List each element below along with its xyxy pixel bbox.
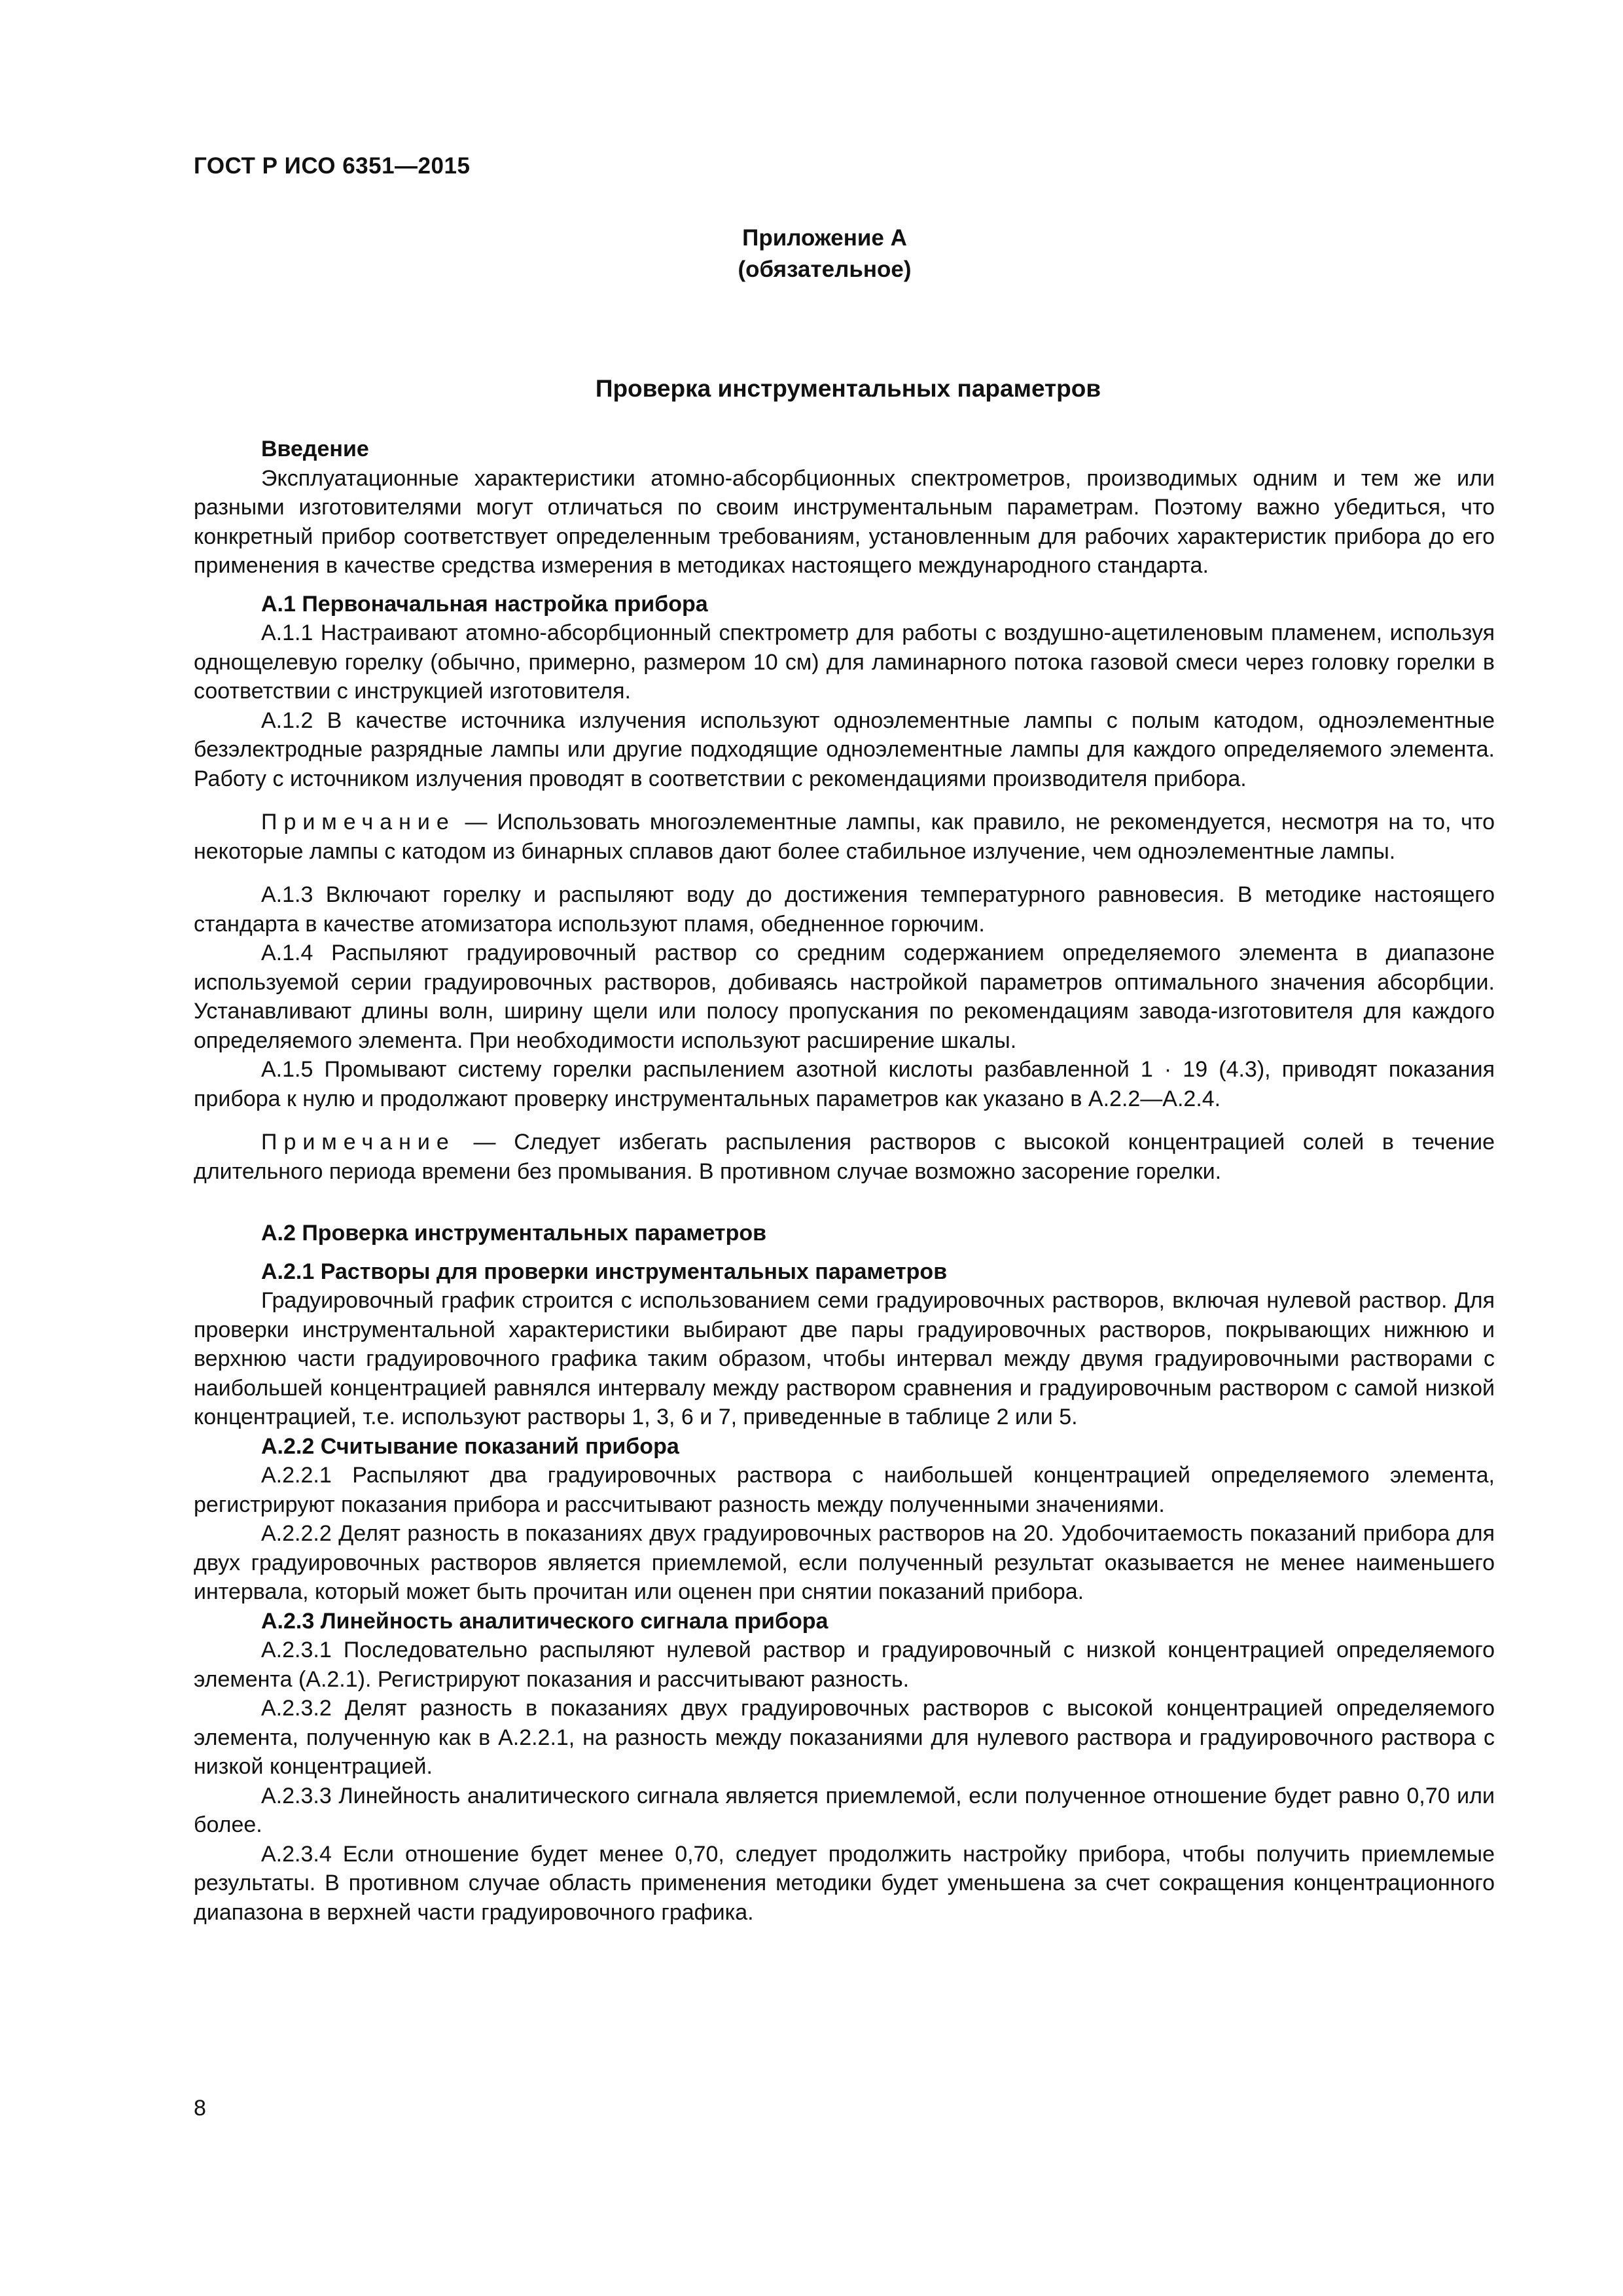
document-code: ГОСТ Р ИСО 6351—2015 <box>194 153 471 179</box>
section-a2-3-heading: А.2.3 Линейность аналитического сигнала прибора <box>261 1608 829 1634</box>
paragraph-a2-3-1: А.2.3.1 Последовательно распыляют нулевой раствор и градуировочный с низкой концентрацией определяемого элемента (А.2.1). Регистрируют показания и рассчитывают разность. <box>194 1638 1495 1692</box>
paragraph-a2-3-2: А.2.3.2 Делят разность в показаниях двух градуировочных растворов с высокой концентрацией определяемого элемента, полученную как в А.2.2.1, на разность между показаниями для нулевого раствора и градуировочного раствора с низкой концентрацией. <box>194 1696 1495 1779</box>
paragraph-a1-4: А.1.4 Распыляют градуировочный раствор со средним содержанием определяемого элемента в диапазоне используемой серии градуировочных растворов, добиваясь настройкой параметров оптимального значения абсорбции. Устанавливают длины волн, ширину щели или полосу пропускания по рекомендациям завода-изготовителя для каждого определяемого элемента. При необходимости используют расширение шкалы. <box>194 941 1495 1053</box>
appendix-heading <box>589 223 1060 285</box>
paragraph-a1-3: А.1.3 Включают горелку и распыляют воду до достижения температурного равновесия. В методике настоящего стандарта в качестве атомизатора используют пламя, обедненное горючим. <box>194 882 1495 937</box>
paragraph-a2-2-2: А.2.2.2 Делят разность в показаниях двух градуировочных растворов на 20. Удобочитаемость показаний прибора для двух градуировочных растворов является приемлемой, если полученный результат оказывается не менее наименьшего интервала, который может быть прочитан или оценен при снятии показаний прибора. <box>194 1521 1495 1604</box>
appendix-title: Приложение А <box>742 225 907 251</box>
paragraph-a2-2-1: А.2.2.1 Распыляют два градуировочных раствора с наибольшей концентрацией определяемого элемента, регистрируют показания прибора и рассчитывают разность между полученными значениями. <box>194 1463 1495 1517</box>
section-a1-heading: А.1 Первоначальная настройка прибора <box>261 591 708 617</box>
paragraph-a2-1: Градуировочный график строится с использованием семи градуировочных растворов, включая нулевой раствор. Для проверки инструментальной характеристики выбирают две пары градуировочных растворов, покрывающих нижнюю и верхнюю части градуировочного графика таким образом, чтобы интервал между двумя градуировочными растворами с наибольшей концентрацией равнялся интервалу между раствором сравнения и градуировочным раствором с самой низкой концентрацией, т.е. используют растворы 1, 3, 6 и 7, приведенные в таблице 2 или 5. <box>194 1288 1495 1429</box>
document-body <box>194 435 1495 1927</box>
paragraph-a1-5: А.1.5 Промывают систему горелки распылением азотной кислоты разбавленной 1 · 19 (4.3), приводят показания прибора к нулю и продолжают проверку инструментальных параметров как указано в А.2.2—А.2.4. <box>194 1057 1495 1111</box>
paragraph-a1-2: А.1.2 В качестве источника излучения используют одноэлементные лампы с полым катодом, одноэлементные безэлектродные разрядные лампы или другие подходящие одноэлементные лампы для каждого определяемого элемента. Работу с источником излучения проводят в соответствии с рекомендациями производителя прибора. <box>194 708 1495 791</box>
paragraph-a2-3-3: А.2.3.3 Линейность аналитического сигнала является приемлемой, если полученное отношение будет равно 0,70 или более. <box>194 1783 1495 1837</box>
intro-heading: Введение <box>261 437 369 461</box>
page-title: Проверка инструментальных параметров <box>595 375 1101 402</box>
section-a2-1-heading: А.2.1 Растворы для проверки инструментальных параметров <box>261 1259 948 1284</box>
page-number: 8 <box>194 2096 206 2121</box>
note-1 <box>194 808 1495 866</box>
section-a2-2-heading: А.2.2 Считывание показаний прибора <box>261 1433 679 1459</box>
note-1-label: Примечание <box>261 810 455 834</box>
section-a2-heading: А.2 Проверка инструментальных параметров <box>261 1221 767 1246</box>
note-1-text: — Использовать многоэлементные лампы, как правило, не рекомендуется, несмотря на то, что некоторые лампы с катодом из бинарных сплавов дают более стабильное излучение, чем одноэлементные лампы. <box>194 810 1495 864</box>
note-2-text: — Следует избегать распыления растворов с высокой концентрацией солей в течение длительного периода времени без промывания. В противном случае возможно засорение горелки. <box>194 1130 1495 1184</box>
paragraph-a1-1: А.1.1 Настраивают атомно-абсорбционный спектрометр для работы с воздушно-ацетиленовым пламенем, используя однощелевую горелку (обычно, примерно, размером 10 см) для ламинарного потока газовой смеси через головку горелки в соответствии с инструкцией изготовителя. <box>194 620 1495 704</box>
appendix-type: (обязательное) <box>738 257 912 282</box>
paragraph-a2-3-4: А.2.3.4 Если отношение будет менее 0,70, следует продолжить настройку прибора, чтобы получить приемлемые результаты. В противном случае область применения методики будет уменьшена за счет сокращения концентрационного диапазона в верхней части градуировочного графика. <box>194 1841 1495 1925</box>
note-2 <box>194 1128 1495 1186</box>
note-2-label: Примечание <box>261 1130 455 1155</box>
intro-paragraph: Эксплуатационные характеристики атомно-абсорбционных спектрометров, производимых одним и тем же или разными изготовителями могут отличаться по своим инструментальным параметрам. Поэтому важно убедиться, что конкретный прибор соответствует определенным требованиям, установленным для рабочих характеристик прибора до его применения в качестве средства измерения в методиках настоящего международного стандарта. <box>194 465 1495 578</box>
